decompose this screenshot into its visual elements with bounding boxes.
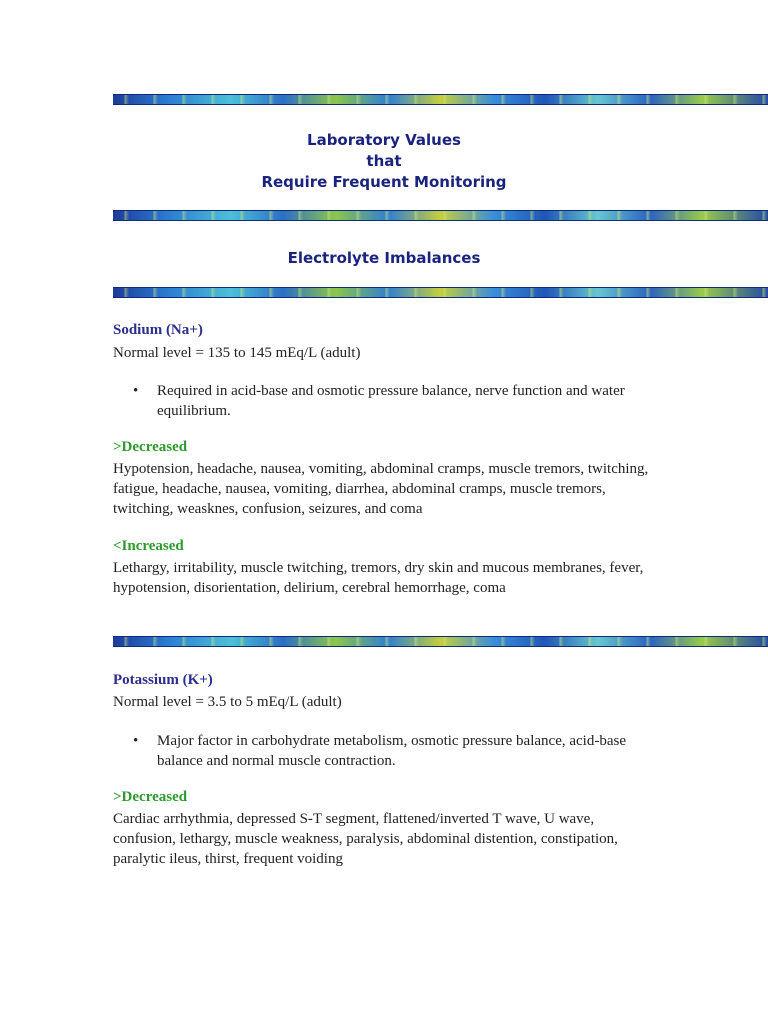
section-heading: Electrolyte Imbalances (287, 249, 481, 267)
page-title (0, 130, 768, 193)
sodium-increased-text: Lethargy, irritability, muscle twitching, tremors, dry skin and mucous membranes, fever, hypotension, disorientation, delirium, cerebral hemorrhage, coma (113, 560, 644, 596)
sodium-title: Sodium (Na+) (113, 322, 203, 338)
potassium-decreased-label: >Decreased (113, 789, 188, 805)
page-title-line-2: that (366, 152, 402, 170)
potassium-title: Potassium (K+) (113, 672, 213, 688)
sodium-increased-label: <Increased (113, 538, 184, 554)
decorative-divider-2 (113, 210, 768, 221)
decorative-divider-3 (113, 287, 768, 298)
sodium-normal-level: Normal level = 135 to 145 mEq/L (adult) (113, 345, 361, 361)
potassium-bullet-text: Major factor in carbohydrate metabolism, osmotic pressure balance, acid-base balance and normal muscle contraction. (157, 733, 626, 769)
potassium-decreased-text: Cardiac arrhythmia, depressed S-T segment, flattened/inverted T wave, U wave, confusion, lethargy, muscle weakness, paralysis, abdominal distention, constipation, paralytic ileus, thirst, frequent voiding (113, 811, 618, 867)
bullet-icon: • (133, 733, 139, 749)
decorative-divider-4 (113, 636, 768, 647)
page-title-line-3: Require Frequent Monitoring (261, 173, 507, 191)
decorative-divider-top (113, 94, 768, 105)
sodium-decreased-label: >Decreased (113, 439, 188, 455)
sodium-bullet-text: Required in acid-base and osmotic pressure balance, nerve function and water equilibrium. (157, 383, 625, 419)
potassium-normal-level: Normal level = 3.5 to 5 mEq/L (adult) (113, 694, 342, 710)
bullet-icon: • (133, 383, 139, 399)
sodium-decreased-text: Hypotension, headache, nausea, vomiting, abdominal cramps, muscle tremors, twitching, fatigue, headache, nausea, vomiting, diarrhea, abdominal cramps, muscle tremors, twitching, weasknes, confusion, seizures, and coma (113, 461, 649, 517)
page-title-line-1: Laboratory Values (307, 131, 461, 149)
